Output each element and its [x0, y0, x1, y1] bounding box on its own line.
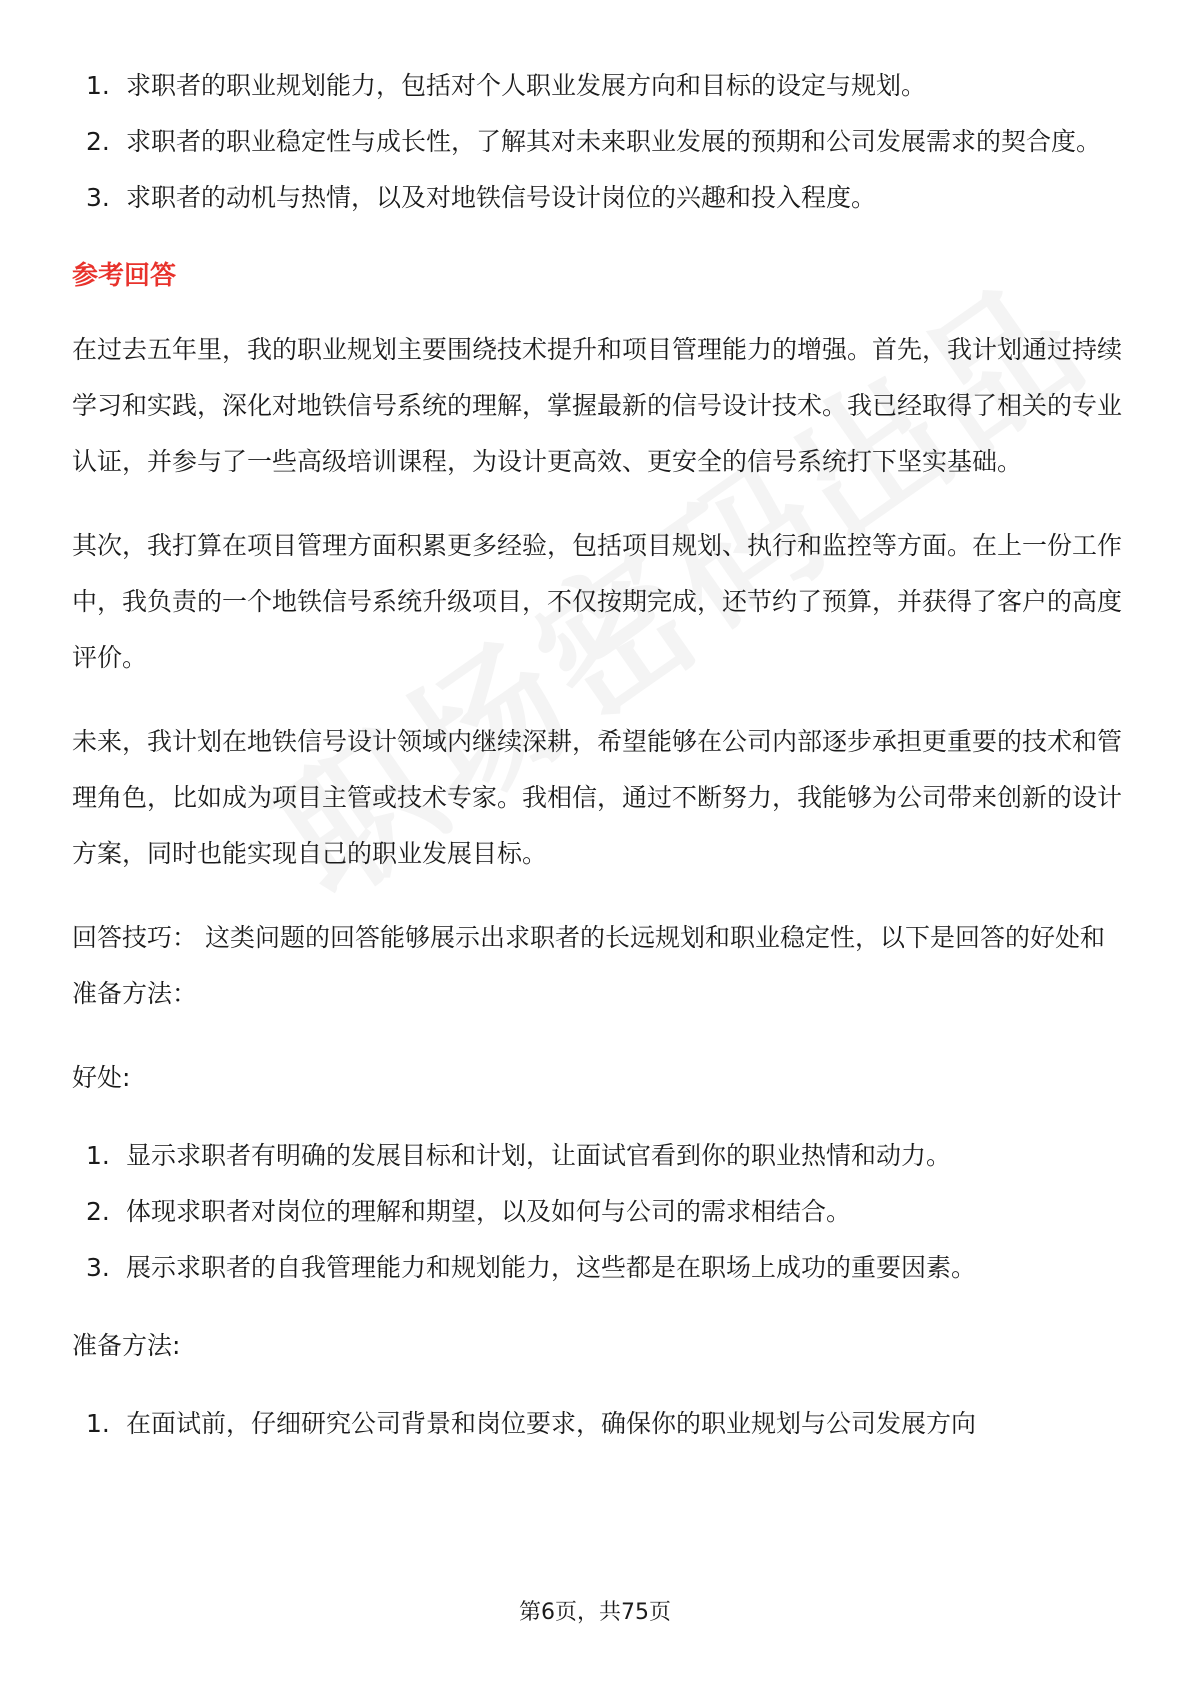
- list-item: 1. 求职者的职业规划能力，包括对个人职业发展方向和目标的设定与规划。: [86, 71, 927, 100]
- list-item: 2. 求职者的职业稳定性与成长性，了解其对未来职业发展的预期和公司发展需求的契合度。: [86, 127, 1102, 156]
- prep-list: [72, 1396, 1122, 1452]
- answer-paragraph: 在过去五年里，我的职业规划主要围绕技术提升和项目管理能力的增强。首先，我计划通过持续学习和实践，深化对地铁信号系统的理解，掌握最新的信号设计技术。我已经取得了相关的专业认证，并参与了一些高级培训课程，为设计更高效、更安全的信号系统打下坚实基础。: [72, 335, 1123, 476]
- list-item: 3. 展示求职者的自我管理能力和规划能力，这些都是在职场上成功的重要因素。: [86, 1253, 977, 1282]
- list-item: 1. 在面试前，仔细研究公司背景和岗位要求，确保你的职业规划与公司发展方向: [86, 1409, 977, 1438]
- page-footer: 第6页，共75页: [519, 1600, 671, 1625]
- tips-paragraph: 回答技巧： 这类问题的回答能够展示出求职者的长远规划和职业稳定性，以下是回答的好处和准备方法：: [72, 923, 1105, 1008]
- benefits-label: 好处:: [72, 1063, 131, 1092]
- list-item: 3. 求职者的动机与热情，以及对地铁信号设计岗位的兴趣和投入程度。: [86, 183, 877, 212]
- list-item: 2. 体现求职者对岗位的理解和期望，以及如何与公司的需求相结合。: [86, 1197, 852, 1226]
- answer-paragraph: 未来，我计划在地铁信号设计领域内继续深耕，希望能够在公司内部逐步承担更重要的技术和管理角色，比如成为项目主管或技术专家。我相信，通过不断努力，我能够为公司带来创新的设计方案，同时也能实现自己的职业发展目标。: [72, 727, 1123, 868]
- page-content: [72, 58, 1122, 1452]
- list-item: 1. 显示求职者有明确的发展目标和计划，让面试官看到你的职业热情和动力。: [86, 1141, 952, 1170]
- answer-paragraph: 其次，我打算在项目管理方面积累更多经验，包括项目规划、执行和监控等方面。在上一份工作中，我负责的一个地铁信号系统升级项目，不仅按期完成，还节约了预算，并获得了客户的高度评价。: [72, 531, 1123, 672]
- prep-label: 准备方法:: [72, 1331, 181, 1360]
- focus-list: [72, 58, 1122, 226]
- section-heading: 参考回答: [72, 261, 177, 291]
- benefits-list: [72, 1128, 1122, 1296]
